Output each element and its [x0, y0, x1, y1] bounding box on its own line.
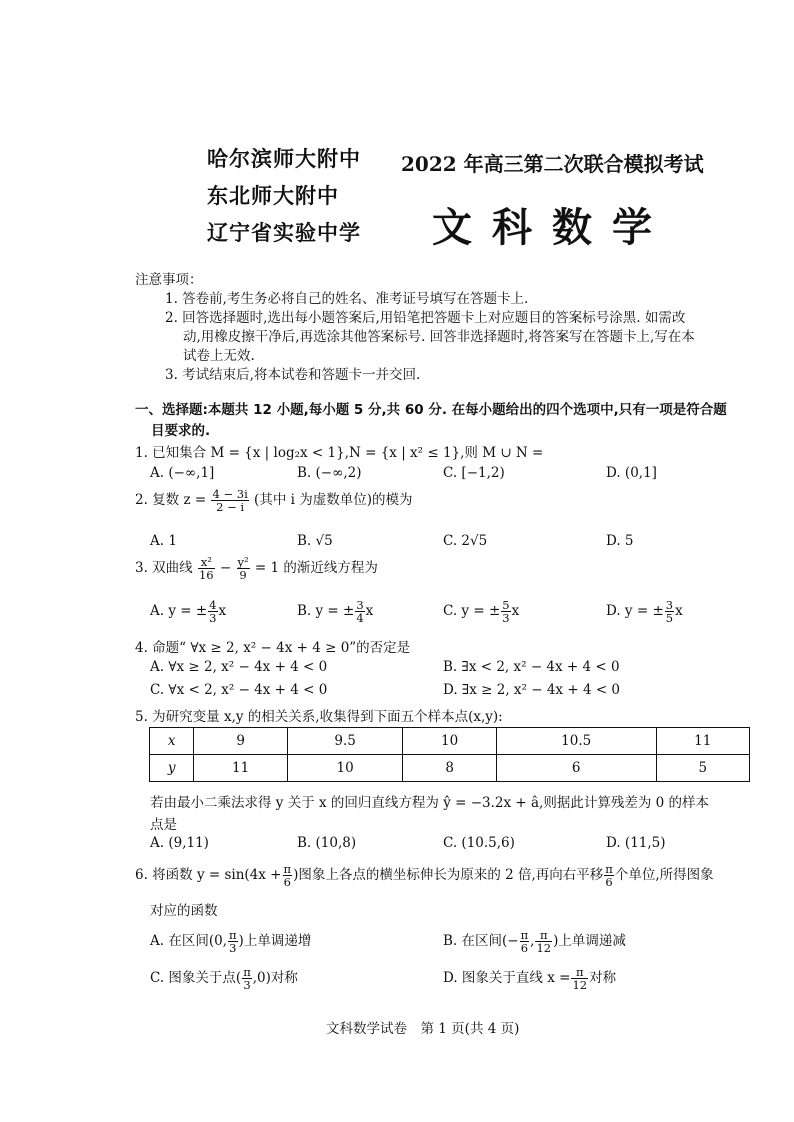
q3-option-c: C. y = ± $\frac{5}{3}$ x: [443, 598, 520, 625]
q6-stem-line2: 对应的函数: [150, 903, 218, 919]
table-cell: 9.5: [287, 728, 403, 755]
q6-stem: 6. 将函数 y = sin(4x + $\frac{\pi}{6}$ )图象上各点的横坐标伸长为原来的 2 倍,再向右平移 $\frac{\pi}{6}$ 个单位,所得图象: [135, 862, 714, 889]
q5-option-c: C. (10.5,6): [443, 835, 515, 851]
q1-stem: 1. 已知集合 M = {x | log₂x < 1},N = {x | x² ≤ 1},则 M ∪ N =: [135, 445, 544, 461]
q5-sample-table: [149, 727, 750, 782]
subject-title: 文科数学: [432, 204, 672, 251]
table-cell: 5: [656, 755, 750, 782]
q4-stem: 4. 命题“ ∀x ≥ 2, x² − 4x + 4 ≥ 0”的否定是: [135, 640, 411, 656]
table-cell: 11: [656, 728, 750, 755]
q4-option-c: C. ∀x < 2, x² − 4x + 4 < 0: [150, 682, 328, 698]
section1-title-line1: 一、选择题:本题共 12 小题,每小题 5 分,共 60 分. 在每小题给出的四个选项中,只有一项是符合题: [135, 402, 727, 418]
q6-option-a: A. 在区间(0, $\frac{\pi}{3}$ )上单调递增: [150, 928, 312, 955]
q3-option-a: A. y = ± $\frac{4}{3}$ x: [150, 598, 227, 625]
q5-stem: 5. 为研究变量 x,y 的相关关系,收集得到下面五个样本点(x,y):: [135, 709, 503, 725]
table-cell: 10.5: [496, 728, 656, 755]
table-cell: 6: [496, 755, 656, 782]
q3-stem: 3. 双曲线 $\frac{\text{x²}}{16}$ − $\frac{\text{y²}}{9}$ = 1 的渐近线方程为: [135, 555, 378, 582]
q2-option-a: A. 1: [150, 533, 177, 549]
table-cell: 10: [403, 728, 496, 755]
q1-option-a: A. (−∞,1]: [150, 465, 215, 481]
q2-option-d: D. 5: [606, 533, 634, 549]
table-cell: 10: [287, 755, 403, 782]
school-name-3: 辽宁省实验中学: [207, 220, 361, 245]
q2-stem: 2. 复数 z = $\frac{4 - 3i}{2 - i}$ (其中 i 为虚数单位)的模为: [135, 487, 413, 514]
q1-option-c: C. [−1,2): [443, 465, 505, 481]
q6-option-b: B. 在区间(− $\frac{\pi}{6}$ , $\frac{\pi}{12}$ )上单调递减: [443, 928, 626, 955]
q1-option-b: B. (−∞,2): [297, 465, 362, 481]
q6-option-d: D. 图象关于直线 x = $\frac{\pi}{12}$ 对称: [443, 965, 617, 992]
notes-heading: 注意事项：: [135, 272, 203, 288]
table-cell: x: [150, 728, 194, 755]
q2-fraction: $\frac{4 - 3i}{2 - i}$: [212, 487, 248, 514]
table-row: [150, 728, 750, 755]
note-line-5: 3. 考试结束后,将本试卷和答题卡一并交回.: [165, 367, 421, 383]
table-row: [150, 755, 750, 782]
section1-title-line2: 目要求的.: [151, 423, 211, 439]
q5-text-line2: 点是: [150, 817, 177, 833]
note-line-4: 试卷上无效.: [183, 348, 255, 364]
q6-option-c: C. 图象关于点( $\frac{\pi}{3}$ ,0)对称: [150, 965, 298, 992]
q5-option-a: A. (9,11): [150, 835, 209, 851]
note-line-1: 1. 答卷前,考生务必将自己的姓名、准考证号填写在答题卡上.: [165, 291, 529, 307]
q5-option-b: B. (10,8): [297, 835, 357, 851]
q4-option-b: B. ∃x < 2, x² − 4x + 4 < 0: [443, 659, 620, 675]
q1-option-d: D. (0,1]: [606, 465, 657, 481]
q2-option-c: C. 2√5: [443, 533, 488, 549]
q5-text-line1: 若由最小二乘法求得 y 关于 x 的回归直线方程为 ŷ = −3.2x + â,则据此计算残差为 0 的样本: [150, 795, 710, 811]
q4-option-a: A. ∀x ≥ 2, x² − 4x + 4 < 0: [150, 659, 328, 675]
table-cell: 9: [194, 728, 287, 755]
q4-option-d: D. ∃x ≥ 2, x² − 4x + 4 < 0: [443, 682, 621, 698]
table-cell: y: [150, 755, 194, 782]
q3-option-b: B. y = ± $\frac{3}{4}$ x: [297, 598, 374, 625]
table-cell: 8: [403, 755, 496, 782]
q2-option-b: B. √5: [297, 533, 333, 549]
exam-title: 2022 年高三第二次联合模拟考试: [401, 152, 704, 176]
q3-option-d: D. y = ± $\frac{3}{5}$ x: [606, 598, 683, 625]
page-footer: 文科数学试卷 第 1 页(共 4 页): [326, 1021, 520, 1037]
table-cell: 11: [194, 755, 287, 782]
school-name-1: 哈尔滨师大附中: [207, 146, 361, 171]
note-line-3: 动,用橡皮擦干净后,再选涂其他答案标号. 回答非选择题时,将答案写在答题卡上,写在本: [183, 329, 695, 345]
note-line-2: 2. 回答选择题时,选出每小题答案后,用铅笔把答题卡上对应题目的答案标号涂黑. 如需改: [165, 310, 686, 326]
q5-option-d: D. (11,5): [606, 835, 666, 851]
school-name-2: 东北师大附中: [207, 183, 339, 208]
